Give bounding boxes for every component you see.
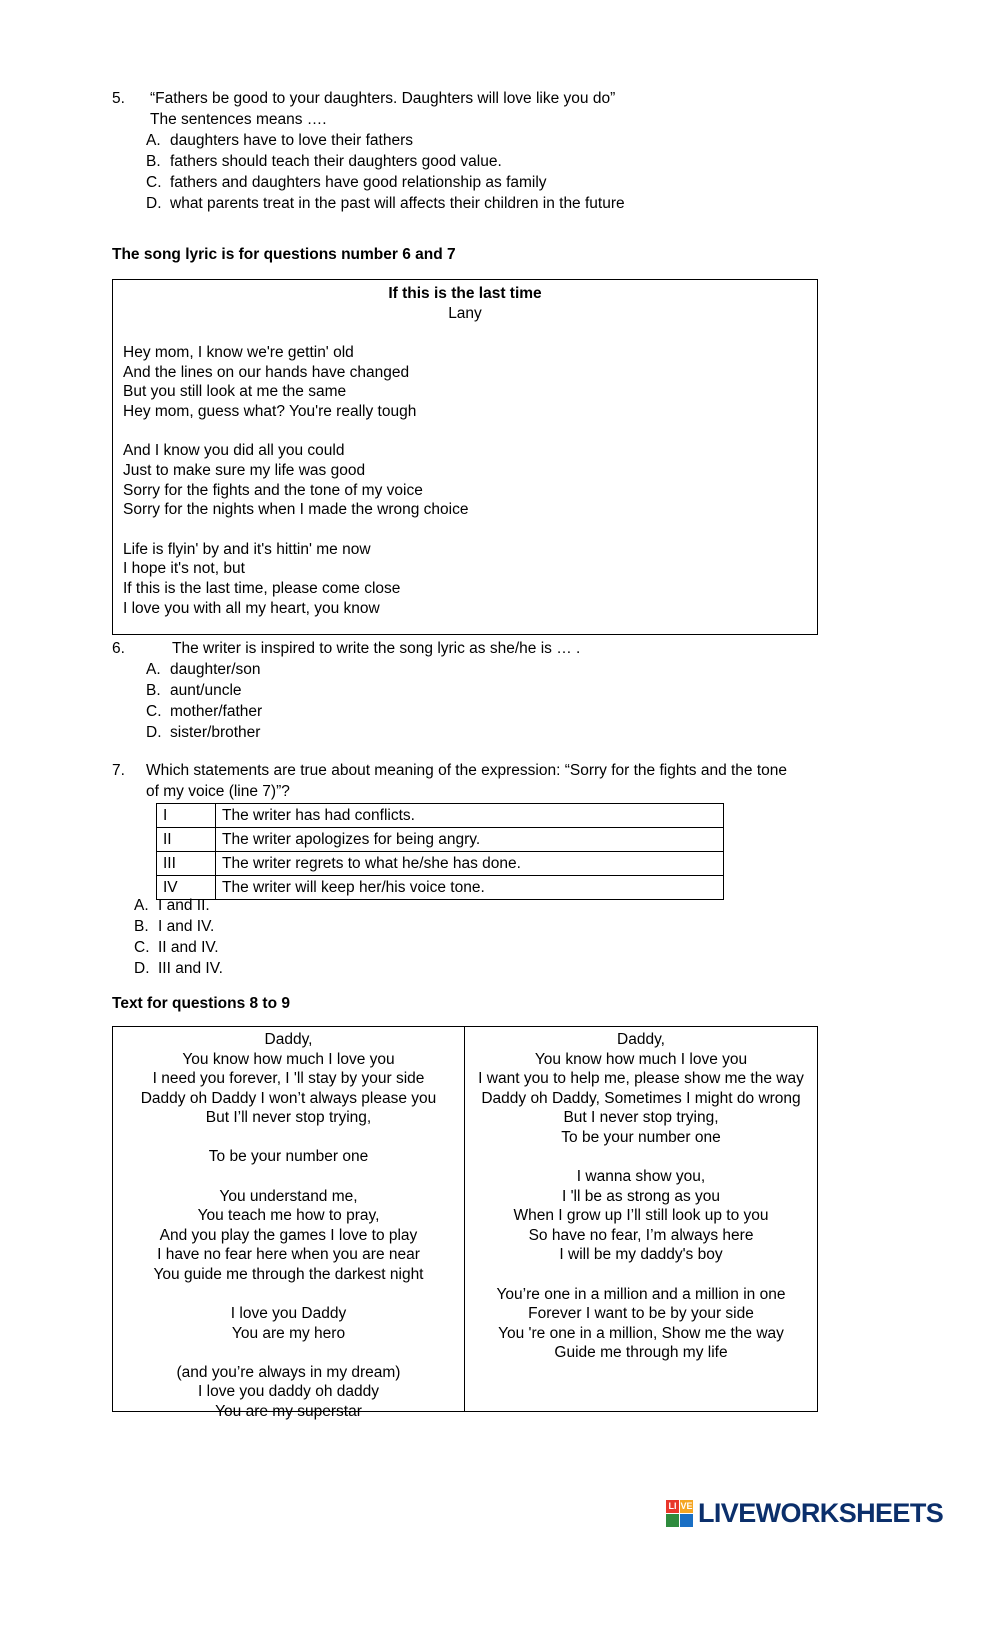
lyric-line: You 're one in a million, Show me the way xyxy=(498,1324,784,1342)
lyric-line: If this is the last time, please come close xyxy=(123,580,401,598)
lyric-line: I will be my daddy's boy xyxy=(559,1246,723,1264)
lyric-line: I need you forever, I 'll stay by your side xyxy=(152,1070,425,1088)
statement-numeral: II xyxy=(157,828,216,852)
lyric-stanza xyxy=(119,1147,458,1167)
option-letter: A. xyxy=(146,661,161,678)
lyric-line: You are my superstar xyxy=(215,1402,362,1420)
question-5-option-c[interactable] xyxy=(146,172,872,193)
option-letter: D. xyxy=(146,195,162,212)
question-7-stem-line-2: of my voice (line 7)”? xyxy=(146,783,290,800)
lyric-line: You teach me how to pray, xyxy=(197,1207,380,1225)
option-letter: B. xyxy=(146,153,161,170)
statements-table xyxy=(156,803,724,900)
lyric-line: But I’ll never stop trying, xyxy=(205,1109,372,1127)
question-7-option-c[interactable] xyxy=(134,937,223,958)
option-text: fathers and daughters have good relationship as family xyxy=(170,174,547,191)
lyric-line: Sorry for the nights when I made the wrong choice xyxy=(123,501,469,519)
lyric-line: And I know you did all you could xyxy=(123,442,345,460)
lyric-line: Life is flyin' by and it's hittin' me now xyxy=(123,540,371,558)
lyric-line: But you still look at me the same xyxy=(123,383,347,401)
question-5-option-d[interactable] xyxy=(146,193,872,214)
question-6-options xyxy=(112,659,872,743)
option-text: mother/father xyxy=(170,703,263,720)
lyric-stanza xyxy=(471,1285,811,1363)
lyric-line: When I grow up I’ll still look up to you xyxy=(513,1207,769,1225)
lyric-line: To be your number one xyxy=(208,1148,369,1166)
lyric-stanza xyxy=(119,1363,458,1422)
song-title: If this is the last time xyxy=(388,285,542,302)
lyric-section-heading: The song lyric is for questions number 6 and 7 xyxy=(112,246,456,263)
option-text: I and II. xyxy=(158,897,210,914)
logo-square-green xyxy=(666,1514,679,1527)
question-7 xyxy=(112,760,902,802)
question-6-stem-row xyxy=(112,638,872,659)
lyric-line: You know how much I love you xyxy=(534,1050,748,1068)
statement-text: The writer has had conflicts. xyxy=(216,804,724,828)
lyric-line: You’re one in a million and a million in one xyxy=(496,1285,786,1303)
statement-text: The writer regrets to what he/she has done. xyxy=(216,852,724,876)
lyric-line: Hey mom, I know we're gettin' old xyxy=(123,344,354,361)
question-5-option-b[interactable] xyxy=(146,151,872,172)
option-text: sister/brother xyxy=(170,724,261,741)
lyric-line: Just to make sure my life was good xyxy=(123,462,366,480)
logo-square-ve: VE xyxy=(680,1501,693,1511)
question-5-options xyxy=(112,130,872,214)
question-7-options xyxy=(134,895,223,979)
statement-text: The writer will keep her/his voice tone. xyxy=(216,876,724,900)
table-row xyxy=(157,876,724,900)
question-6-option-c[interactable] xyxy=(146,701,872,722)
question-6-number: 6. xyxy=(112,640,125,657)
question-6-option-a[interactable] xyxy=(146,659,872,680)
option-text: daughter/son xyxy=(170,661,261,678)
lyric-line: You understand me, xyxy=(219,1187,358,1205)
lyric-line: Sorry for the fights and the tone of my voice xyxy=(123,481,423,499)
lyric-line: I love you Daddy xyxy=(230,1305,347,1323)
lyric-line: (and you’re always in my dream) xyxy=(176,1363,401,1381)
question-5-stem-row xyxy=(112,88,872,130)
right-lyric-column xyxy=(465,1027,817,1411)
lyric-stanza xyxy=(123,441,817,520)
statement-text: The writer apologizes for being angry. xyxy=(216,828,724,852)
lyric-stanza xyxy=(119,1304,458,1343)
song-lyric-box xyxy=(112,279,818,635)
table-row xyxy=(157,828,724,852)
lyric-line: And the lines on our hands have changed xyxy=(123,363,410,381)
option-letter: B. xyxy=(134,918,149,935)
lyric-line: Daddy oh Daddy, Sometimes I might do wrong xyxy=(481,1089,801,1107)
lyric-line: Hey mom, guess what? You're really tough xyxy=(123,403,417,421)
question-6 xyxy=(112,638,872,743)
question-7-option-a[interactable] xyxy=(134,895,223,916)
question-5-stem xyxy=(150,88,872,130)
statement-numeral: IV xyxy=(157,876,216,900)
lyric-line: Guide me through my life xyxy=(554,1344,728,1362)
option-letter: B. xyxy=(146,682,161,699)
liveworksheets-wordmark: LIVEWORKSHEETS xyxy=(698,1498,944,1528)
question-5-option-a[interactable] xyxy=(146,130,872,151)
lyric-stanza xyxy=(119,1187,458,1285)
text-8-9-heading: Text for questions 8 to 9 xyxy=(112,995,290,1012)
question-6-option-b[interactable] xyxy=(146,680,872,701)
lyric-line: I love you daddy oh daddy xyxy=(198,1383,379,1401)
option-letter: C. xyxy=(146,174,162,191)
lyric-line: Daddy, xyxy=(617,1031,665,1048)
lyric-line: Forever I want to be by your side xyxy=(528,1305,754,1323)
question-5-number: 5. xyxy=(112,90,125,107)
option-letter: C. xyxy=(146,703,162,720)
liveworksheets-mark-icon xyxy=(666,1500,693,1527)
song-artist: Lany xyxy=(448,305,482,322)
question-7-stem xyxy=(146,760,902,802)
table-row xyxy=(157,804,724,828)
question-6-option-d[interactable] xyxy=(146,722,872,743)
lyric-line: I want you to help me, please show me the way xyxy=(478,1070,804,1088)
lyric-line: To be your number one xyxy=(561,1128,721,1146)
question-6-stem: The writer is inspired to write the song lyric as she/he is … . xyxy=(172,640,581,657)
lyric-line: I hope it's not, but xyxy=(123,560,245,578)
option-text: I and IV. xyxy=(158,918,215,935)
lyric-line: So have no fear, I’m always here xyxy=(528,1226,754,1244)
lyric-line: I wanna show you, xyxy=(576,1168,706,1186)
lyric-line: You are my hero xyxy=(231,1324,346,1342)
liveworksheets-logo[interactable] xyxy=(666,1498,943,1529)
lyric-stanza xyxy=(471,1167,811,1265)
option-text: fathers should teach their daughters good value. xyxy=(170,153,502,170)
lyric-line: But I never stop trying, xyxy=(563,1109,719,1127)
song-lyrics xyxy=(113,343,817,618)
option-letter: A. xyxy=(146,132,161,149)
option-letter: D. xyxy=(146,724,162,741)
two-column-text-box xyxy=(112,1026,818,1420)
lyric-line: I love you with all my heart, you know xyxy=(123,599,380,617)
option-letter: C. xyxy=(134,939,150,956)
lyric-stanza xyxy=(123,343,817,422)
option-text: what parents treat in the past will affects their children in the future xyxy=(170,195,625,212)
question-7-stem-row xyxy=(112,760,902,802)
question-5-stem-line-2: The sentences means …. xyxy=(150,111,327,128)
question-7-number: 7. xyxy=(112,762,125,779)
option-text: aunt/uncle xyxy=(170,682,242,699)
lyric-line: You guide me through the darkest night xyxy=(153,1265,424,1283)
option-letter: A. xyxy=(134,897,149,914)
lyric-line: I have no fear here when you are near xyxy=(157,1246,420,1264)
question-5-stem-line-1: “Fathers be good to your daughters. Daughters will love like you do” xyxy=(150,90,616,107)
option-text: II and IV. xyxy=(158,939,219,956)
lyric-stanza xyxy=(123,540,817,619)
question-5 xyxy=(112,88,872,214)
question-7-stem-line-1: Which statements are true about meaning of the expression: “Sorry for the fights and the tone xyxy=(146,762,788,779)
option-letter: D. xyxy=(134,960,150,977)
left-lyric-column xyxy=(113,1027,465,1420)
lyric-line: Daddy, xyxy=(264,1031,313,1048)
logo-square-blue xyxy=(680,1514,693,1527)
lyric-line: Daddy oh Daddy I won’t always please you xyxy=(140,1089,437,1107)
table-row xyxy=(157,852,724,876)
statement-numeral: I xyxy=(157,804,216,828)
logo-square-li: LI xyxy=(666,1500,679,1513)
lyric-line: You know how much I love you xyxy=(182,1050,395,1068)
question-7-option-b[interactable] xyxy=(134,916,223,937)
lyric-stanza xyxy=(471,1030,811,1148)
lyric-stanza xyxy=(119,1030,458,1128)
lyric-line: I 'll be as strong as you xyxy=(561,1187,721,1205)
option-text: daughters have to love their fathers xyxy=(170,132,413,149)
lyric-line: And you play the games I love to play xyxy=(159,1226,418,1244)
question-7-option-d[interactable] xyxy=(134,958,223,979)
statement-numeral: III xyxy=(157,852,216,876)
option-text: III and IV. xyxy=(158,960,223,977)
